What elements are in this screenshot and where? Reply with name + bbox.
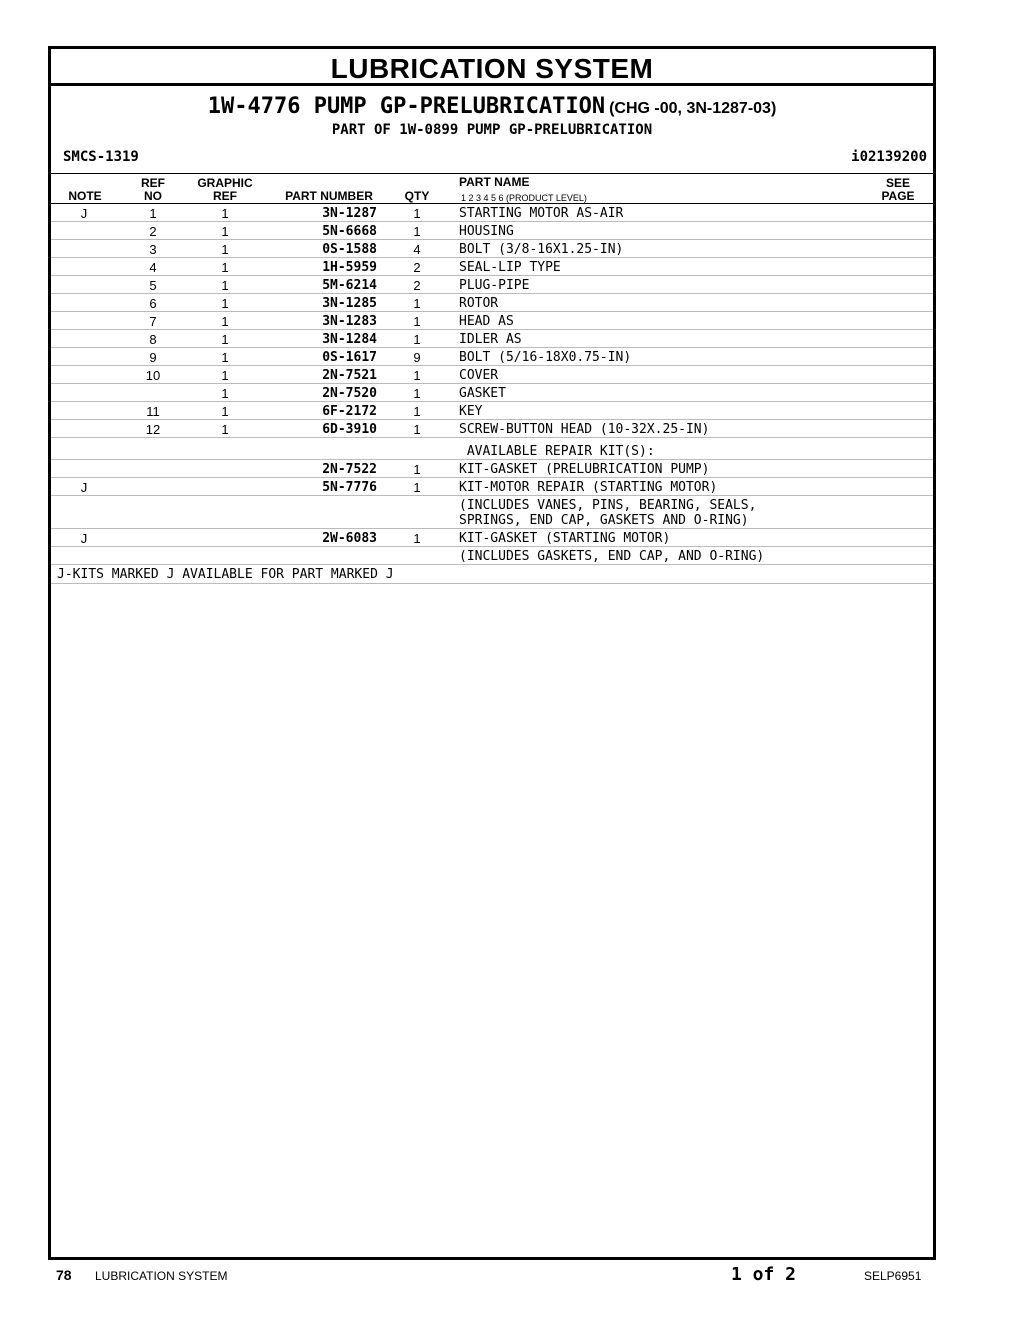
cell-note: J xyxy=(80,206,88,221)
cell-part-name: STARTING MOTOR AS-AIR xyxy=(459,206,624,221)
cell-graphic-ref: 1 xyxy=(221,422,229,437)
header-ref-no xyxy=(131,177,175,203)
cell-graphic-ref: 1 xyxy=(221,296,229,311)
table-row xyxy=(51,402,933,420)
cell-part-number: 5M-6214 xyxy=(322,278,377,293)
cell-part-name: ROTOR xyxy=(459,296,499,311)
cell-qty: 1 xyxy=(413,531,421,546)
footer-page-of: 1 of 2 xyxy=(731,1264,797,1285)
cell-ref-no: 6 xyxy=(149,296,157,311)
footer-page-number: 78 xyxy=(56,1267,72,1283)
cell-ref-no: 2 xyxy=(149,224,157,239)
header-see-page xyxy=(875,177,921,203)
cell-qty: 1 xyxy=(413,404,421,419)
cell-part-name: KIT-GASKET (PRELUBRICATION PUMP) xyxy=(459,462,710,477)
table-row xyxy=(51,330,933,348)
cell-part-name: KEY xyxy=(459,404,483,419)
cell-graphic-ref: 1 xyxy=(221,224,229,239)
cell-qty: 1 xyxy=(413,314,421,329)
cell-part-name: PLUG-PIPE xyxy=(459,278,530,293)
cell-qty: 2 xyxy=(413,260,421,275)
cell-part-number: 0S-1588 xyxy=(322,242,377,257)
table-row xyxy=(51,478,933,496)
cell-part-name: HEAD AS xyxy=(459,314,514,329)
cell-part-name: (INCLUDES VANES, PINS, BEARING, SEALS, SPRINGS, END CAP, GASKETS AND O-RING) xyxy=(459,498,757,528)
table-row xyxy=(51,384,933,402)
cell-qty: 2 xyxy=(413,278,421,293)
table-row xyxy=(51,420,933,438)
cell-graphic-ref: 1 xyxy=(221,314,229,329)
cell-part-name: IDLER AS xyxy=(459,332,522,347)
cell-qty: 1 xyxy=(413,368,421,383)
cell-ref-no: 11 xyxy=(146,404,160,419)
cell-part-number: 3N-1284 xyxy=(322,332,377,347)
header-see-page-line2: PAGE xyxy=(881,189,915,203)
cell-part-name: (INCLUDES GASKETS, END CAP, AND O-RING) xyxy=(459,549,765,564)
cell-part-number: 5N-6668 xyxy=(322,224,377,239)
cell-qty: 1 xyxy=(413,224,421,239)
cell-qty: 1 xyxy=(413,206,421,221)
header-ref-no-line2: NO xyxy=(144,189,162,203)
header-note: NOTE xyxy=(68,189,102,203)
cell-part-number: 6F-2172 xyxy=(322,404,377,419)
group-title xyxy=(51,94,933,119)
cell-graphic-ref: 1 xyxy=(221,242,229,257)
table-row xyxy=(51,348,933,366)
table-row xyxy=(51,547,933,565)
table-row xyxy=(51,312,933,330)
cell-qty: 1 xyxy=(413,296,421,311)
cell-part-name: KIT-MOTOR REPAIR (STARTING MOTOR) xyxy=(459,480,718,495)
cell-ref-no: 7 xyxy=(149,314,157,329)
cell-part-number: 2N-7521 xyxy=(322,368,377,383)
cell-qty: 9 xyxy=(413,350,421,365)
cell-note: J xyxy=(80,480,88,495)
cell-ref-no: 12 xyxy=(145,422,161,437)
title-divider xyxy=(51,83,933,86)
header-graphic-ref-line2: REF xyxy=(213,189,237,203)
cell-graphic-ref: 1 xyxy=(221,332,229,347)
cell-qty: 4 xyxy=(413,242,421,257)
cell-ref-no: 3 xyxy=(149,242,157,257)
cell-graphic-ref: 1 xyxy=(221,260,229,275)
header-top-divider xyxy=(51,173,933,174)
footnote-row xyxy=(51,565,933,584)
header-ref-no-line1: REF xyxy=(141,176,165,190)
cell-part-number: 3N-1287 xyxy=(322,206,377,221)
parts-table xyxy=(51,204,933,584)
cell-part-number: 2N-7520 xyxy=(322,386,377,401)
table-row xyxy=(51,240,933,258)
cell-part-name: BOLT (5/16-18X0.75-IN) xyxy=(459,350,632,365)
cell-qty: 1 xyxy=(413,422,421,437)
footer-section: LUBRICATION SYSTEM xyxy=(95,1269,228,1283)
table-row xyxy=(51,294,933,312)
cell-part-number: 2W-6083 xyxy=(322,531,377,546)
header-part-name: PART NAME xyxy=(459,175,530,189)
cell-part-name: COVER xyxy=(459,368,499,383)
table-footnote: J-KITS MARKED J AVAILABLE FOR PART MARKED J xyxy=(57,567,394,582)
table-row xyxy=(51,366,933,384)
cell-part-number: 6D-3910 xyxy=(322,422,377,437)
cell-ref-no: 10 xyxy=(145,368,161,383)
cell-note: J xyxy=(80,531,88,546)
cell-part-number: 3N-1283 xyxy=(322,314,377,329)
cell-part-name: SEAL-LIP TYPE xyxy=(459,260,561,275)
cell-part-name: SCREW-BUTTON HEAD (10-32X.25-IN) xyxy=(459,422,710,437)
cell-graphic-ref: 1 xyxy=(221,404,229,419)
table-row xyxy=(51,222,933,240)
cell-part-name: GASKET xyxy=(459,386,506,401)
table-row xyxy=(51,438,933,460)
cell-ref-no: 9 xyxy=(149,350,157,365)
table-row xyxy=(51,529,933,547)
cell-part-number: 0S-1617 xyxy=(322,350,377,365)
part-of-line: PART OF 1W-0899 PUMP GP-PRELUBRICATION xyxy=(331,122,653,138)
cell-part-name: KIT-GASKET (STARTING MOTOR) xyxy=(459,531,671,546)
cell-ref-no: 4 xyxy=(149,260,157,275)
cell-part-number: 2N-7522 xyxy=(322,462,377,477)
table-row xyxy=(51,460,933,478)
cell-part-name: AVAILABLE REPAIR KIT(S): xyxy=(459,444,655,459)
cell-part-number: 1H-5959 xyxy=(322,260,377,275)
cell-ref-no: 8 xyxy=(149,332,157,347)
table-row xyxy=(51,496,933,529)
cell-graphic-ref: 1 xyxy=(221,386,229,401)
header-see-page-line1: SEE xyxy=(885,176,910,190)
cell-ref-no: 5 xyxy=(149,278,157,293)
table-row xyxy=(51,276,933,294)
cell-graphic-ref: 1 xyxy=(221,206,229,221)
cell-part-name: BOLT (3/8-16X1.25-IN) xyxy=(459,242,624,257)
cell-qty: 1 xyxy=(413,386,421,401)
header-product-level: 1 2 3 4 5 6 (PRODUCT LEVEL) xyxy=(461,193,587,203)
cell-qty: 1 xyxy=(413,332,421,347)
cell-part-name: HOUSING xyxy=(459,224,514,239)
cell-graphic-ref: 1 xyxy=(221,368,229,383)
page-frame xyxy=(48,46,936,1260)
group-title-main: 1W-4776 PUMP GP-PRELUBRICATION xyxy=(207,94,606,119)
cell-graphic-ref: 1 xyxy=(221,278,229,293)
header-graphic-ref-line1: GRAPHIC xyxy=(197,176,253,190)
header-part-number: PART NUMBER xyxy=(285,189,373,203)
smcs-code: SMCS-1319 xyxy=(63,149,139,165)
footer-doc-id: SELP6951 xyxy=(864,1269,922,1283)
cell-qty: 1 xyxy=(413,480,421,495)
illustration-id: i02139200 xyxy=(851,149,927,165)
cell-part-number: 5N-7776 xyxy=(322,480,377,495)
page-title: LUBRICATION SYSTEM xyxy=(330,53,654,84)
table-row xyxy=(51,258,933,276)
cell-qty: 1 xyxy=(413,462,421,477)
cell-graphic-ref: 1 xyxy=(221,350,229,365)
cell-ref-no: 1 xyxy=(149,206,157,221)
cell-part-number: 3N-1285 xyxy=(322,296,377,311)
header-qty: QTY xyxy=(404,189,430,203)
header-graphic-ref xyxy=(191,177,259,203)
group-title-change: (CHG -00, 3N-1287-03) xyxy=(609,100,777,117)
table-row xyxy=(51,204,933,222)
